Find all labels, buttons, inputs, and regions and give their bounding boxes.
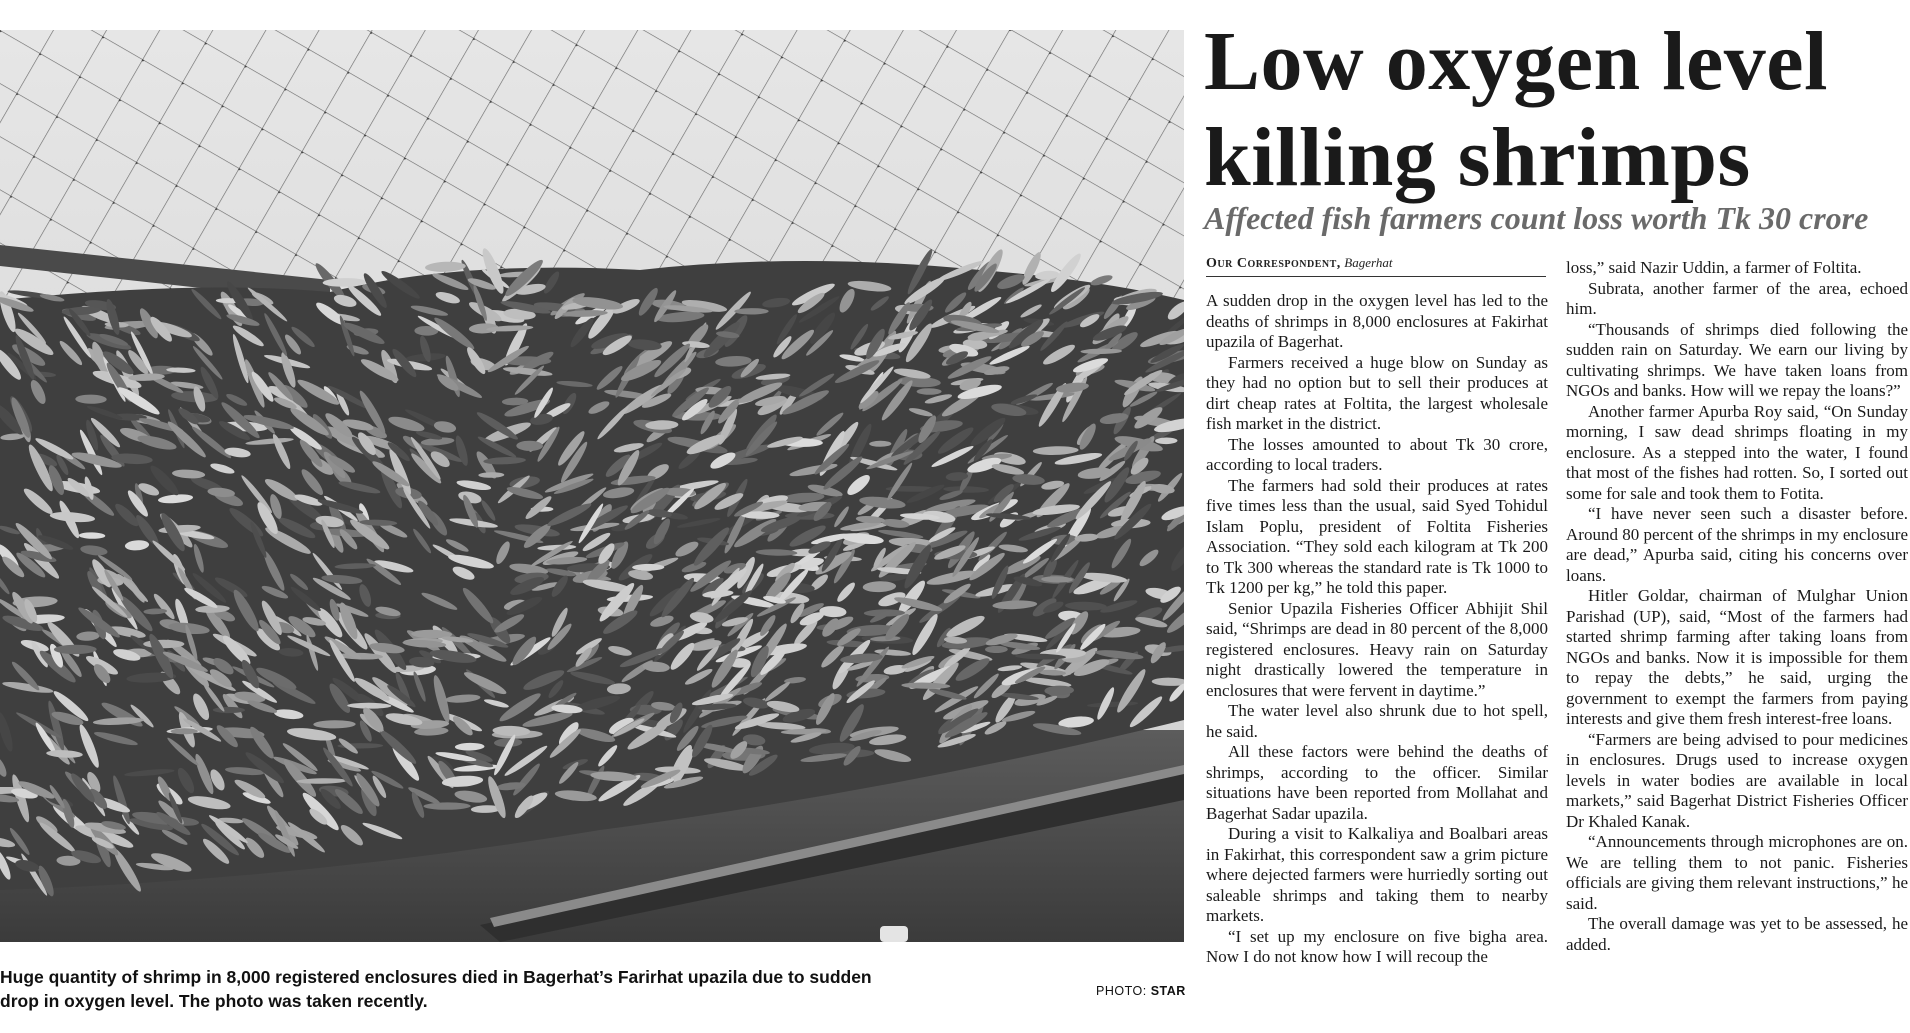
paragraph: “Announcements through microphones are on. We are telling them to not panic. Fisheries officials are giving them relevant instructions,” he said.	[1566, 832, 1908, 913]
paragraph: Farmers received a huge blow on Sunday as they had no option but to sell their produces at dirt cheap rates at Foltita, the largest wholesale fish market in the district.	[1206, 352, 1548, 433]
article-column-2	[1566, 258, 1908, 955]
paragraph: During a visit to Kalkaliya and Boalbari areas in Fakirhat, this correspondent saw a grim picture where dejected farmers were hurriedly sorting out saleable shrimps and taking them to nearby markets.	[1206, 824, 1548, 925]
article-column-1	[1206, 291, 1548, 968]
paragraph: loss,” said Nazir Uddin, a farmer of Foltita.	[1566, 258, 1862, 277]
paragraph: The overall damage was yet to be assessed, he added.	[1566, 914, 1908, 954]
photo-credit	[1096, 984, 1186, 998]
byline	[1206, 255, 1546, 277]
photo-caption: Huge quantity of shrimp in 8,000 registered enclosures died in Bagerhat’s Farirhat upazila due to sudden drop in oxygen level. The photo was taken recently.	[0, 967, 872, 1011]
paragraph: All these factors were behind the deaths of shrimps, according to the officer. Similar situations have been reported from Mollahat and Bagerhat Sadar upazila.	[1206, 742, 1548, 823]
shrimp-texture	[143, 640, 184, 648]
shrimp-pile-image	[0, 30, 1184, 942]
paragraph: “I have never seen such a disaster before. Around 80 percent of the shrimps in my enclosure are dead,” Apurba said, citing his concerns over loans.	[1566, 504, 1908, 585]
byline-name: Our Correspondent,	[1206, 256, 1341, 271]
paragraph: Subrata, another farmer of the area, echoed him.	[1566, 278, 1908, 318]
news-photo	[0, 30, 1184, 942]
subheadline: Affected fish farmers count loss worth Tk 30 crore	[1204, 200, 1869, 236]
paragraph: The water level also shrunk due to hot spell, he said.	[1206, 701, 1548, 741]
paragraph: Another farmer Apurba Roy said, “On Sunday morning, I saw dead shrimps floating in my enclosure. As a stepped into the water, I found that most of the fishes had rotten. So, I sorted out some for sale and took them to Fotita.	[1566, 401, 1908, 503]
paragraph: The losses amounted to about Tk 30 crore, according to local traders.	[1206, 434, 1548, 474]
paragraph: “I set up my enclosure on five bigha area. Now I do not know how I will recoup the	[1206, 926, 1548, 966]
paragraph: “Thousands of shrimps died following the sudden rain on Saturday. We earn our living by cultivating shrimps. We have taken loans from NGOs and banks. How will we repay the loans?”	[1566, 319, 1908, 400]
byline-place: Bagerhat	[1344, 255, 1393, 270]
paragraph: The farmers had sold their produces at rates five times less than the usual, said Syed Tohidul Islam Poplu, president of Foltita Fisheries Association. “They sold each kilogram at Tk 200 to Tk 300 whereas the standard rate is Tk 1000 to Tk 1200 per kg,” he told this paper.	[1206, 475, 1548, 597]
photo-credit-label: PHOTO:	[1096, 984, 1147, 998]
paragraph: “Farmers are being advised to pour medicines in enclosures. Drugs used to increase oxygen levels in water bodies are available in local markets,” said Bagerhat District Fisheries Officer Dr Khaled Kanak.	[1566, 729, 1908, 831]
paragraph: Hitler Goldar, chairman of Mulghar Union Parishad (UP), said, “Most of the farmers had started shrimp farming after taking loans from NGOs and banks. Now it is impossible for them to repay the debts,” he said, urging the government to exempt the farmers from paying interests and give them fresh interest-free loans.	[1566, 586, 1908, 728]
headline: Low oxygen level killing shrimps	[1204, 15, 1828, 204]
paragraph: A sudden drop in the oxygen level has led to the deaths of shrimps in 8,000 enclosures at Fakirhat upazila of Bagerhat.	[1206, 291, 1548, 351]
photo-credit-source: STAR	[1150, 984, 1186, 998]
paragraph: Senior Upazila Fisheries Officer Abhijit Shil said, “Shrimps are dead in 80 percent of the 8,000 registered enclosures. Heavy rain on Saturday night drastically lowered the temperature in enclosures that were fervent in daytime.”	[1206, 598, 1548, 700]
